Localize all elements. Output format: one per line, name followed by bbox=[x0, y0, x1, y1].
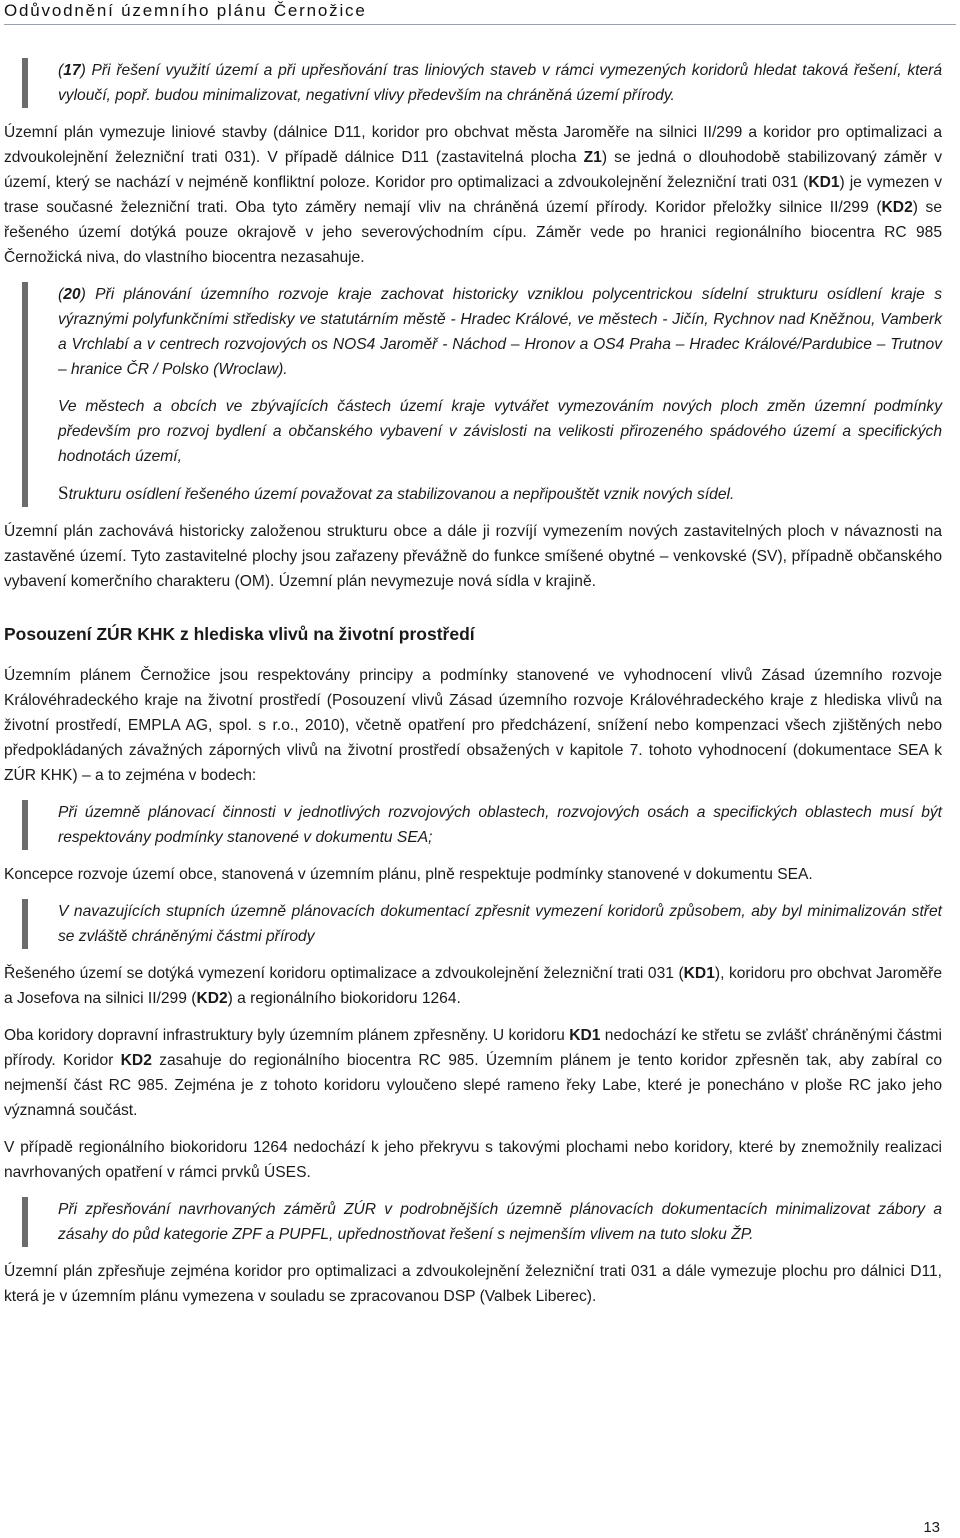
paragraph bbox=[4, 1259, 942, 1309]
paragraph bbox=[4, 1023, 942, 1123]
quote-paragraph bbox=[58, 481, 942, 507]
text-run: V navazujících stupních územně plánovacích dokumentací zpřesnit vymezení koridorů způsobem, aby byl minimalizován střet se zvláště chráněnými částmi přírody bbox=[58, 903, 942, 945]
quoted-requirement bbox=[22, 282, 942, 507]
text-run: Koncepce rozvoje území obce, stanovená v územním plánu, plně respektuje podmínky stanovené v dokumentu SEA. bbox=[4, 866, 813, 883]
paragraph bbox=[4, 519, 942, 594]
document-title: Odůvodnění územního plánu Černožice bbox=[4, 1, 367, 20]
quoted-requirement bbox=[22, 1197, 942, 1247]
document-body bbox=[4, 58, 942, 1321]
quoted-requirement bbox=[22, 58, 942, 108]
text-run: ) je vymezen v trase současné železniční trati. Oba tyto záměry nemají vliv na chráněná území přírody. Koridor přeložky silnice II/299 ( bbox=[4, 174, 942, 216]
text-run: trukturu osídlení řešeného území považovat za stabilizovanou a nepřipouštět vznik nových sídel. bbox=[68, 486, 735, 503]
text-run: nedochází ke střetu se zvlášť chráněnými částmi přírody. Koridor bbox=[4, 1027, 942, 1069]
text-run: Oba koridory dopravní infrastruktury byly územním plánem zpřesněny. U koridoru bbox=[4, 1027, 570, 1044]
text-run: ( bbox=[58, 286, 64, 303]
paragraph bbox=[4, 663, 942, 788]
text-run: ), koridoru pro obchvat Jaroměře a Josefova na silnici II/299 ( bbox=[4, 965, 942, 1007]
text-run: Územní plán zachovává historicky založenou strukturu obce a dále ji rozvíjí vymezením nových zastavitelných ploch v návaznosti na zastavěné území. Tyto zastavitelné plochy jsou zařazeny převážně do funkce smíšené obytné – venkovské (SV), případně občanského vybavení komerčního charakteru (OM). Územní plán nevymezuje nová sídla v krajině. bbox=[4, 523, 942, 590]
bold-text: KD1 bbox=[683, 965, 715, 982]
text-run: zasahuje do regionálního biocentra RC 985. Územním plánem je tento koridor zpřesněn tak, aby zabíral co nejmenší část RC 985. Zejména je z tohoto koridoru vyloučeno slepé rameno řeky Labe, které je ponecháno v ploše RC jako jeho významná součást. bbox=[4, 1052, 943, 1119]
text-run: ) se řešeného území dotýká pouze okrajově v jeho severovýchodním cípu. Záměr vede po hranici regionálního biocentra RC 985 Černožická niva, do vlastního biocentra nezasahuje. bbox=[4, 199, 942, 266]
text-run: ) se jedná o dlouhodobě stabilizovaný záměr v území, který se nachází v nejméně konfliktní poloze. Koridor pro optimalizaci a zdvoukolejnění železniční trati 031 ( bbox=[4, 149, 942, 191]
text-run: ) Při řešení využití území a při upřesňování tras liniových staveb v rámci vymezených koridorů hledat taková řešení, která vyloučí, popř. budou minimalizovat, negativní vlivy především na chráněná území přírody. bbox=[58, 62, 942, 104]
page-number: 13 bbox=[923, 1519, 940, 1536]
text-run: Při územně plánovací činnosti v jednotlivých rozvojových oblastech, rozvojových osách a specifických oblastech musí být respektovány podmínky stanovené v dokumentu SEA; bbox=[58, 804, 942, 846]
text-run: Ve městech a obcích ve zbývajících částech území kraje vytvářet vymezováním nových ploch změn územní podmínky především pro rozvoj bydlení a občanského vybavení v závislosti na velikosti přirozeného spádového území a specifických hodnotách území, bbox=[58, 398, 942, 465]
text-run: ) Při plánování územního rozvoje kraje zachovat historicky vzniklou polycentrickou sídelní strukturu osídlení kraje s výraznými polyfunkčními středisky ve statutárním městě - Hradec Králové, ve městech - Jičín, Rychnov nad Kněžnou, Vamberk a Vrchlabí a v centrech rozvojových os NOS4 Jaroměř - Náchod – Hronov a OS4 Praha – Hradec Králové/Pardubice – Trutnov – hranice ČR / Polsko (Wroclaw). bbox=[58, 286, 942, 378]
bold-text: KD1 bbox=[569, 1027, 601, 1044]
text-run: Řešeného území se dotýká vymezení koridoru optimalizace a zdvoukolejnění železniční trati 031 ( bbox=[4, 965, 684, 982]
bold-text: Z1 bbox=[583, 149, 602, 166]
paragraph bbox=[4, 120, 942, 270]
quoted-requirement bbox=[22, 899, 942, 949]
text-run: Územní plán vymezuje liniové stavby (dálnice D11, koridor pro obchvat města Jaroměře na silnici II/299 a koridor pro optimalizaci a zdvoukolejnění železniční trati 031). V případě dálnice D11 (zastavitelná plocha bbox=[4, 124, 942, 166]
paragraph bbox=[4, 1135, 942, 1185]
bold-text: KD2 bbox=[196, 990, 228, 1007]
quote-paragraph bbox=[58, 58, 942, 108]
paragraph bbox=[4, 862, 942, 887]
quote-paragraph bbox=[58, 282, 942, 382]
quoted-requirement bbox=[22, 800, 942, 850]
quote-paragraph bbox=[58, 800, 942, 850]
text-run: ( bbox=[58, 62, 64, 79]
text-run: Při zpřesňování navrhovaných záměrů ZÚR v podrobnějších územně plánovacích dokumentacích minimalizovat zábory a zásahy do půd kategorie ZPF a PUPFL, upřednostňovat řešení s nejmenším vlivem na tuto sloku ŽP. bbox=[58, 1201, 942, 1243]
quote-paragraph bbox=[58, 1197, 942, 1247]
quote-paragraph bbox=[58, 899, 942, 949]
quote-paragraph bbox=[58, 394, 942, 469]
bold-text: KD2 bbox=[881, 199, 913, 216]
text-run: S bbox=[58, 483, 69, 504]
text-run: ) a regionálního biokoridoru 1264. bbox=[227, 990, 461, 1007]
bold-text: 17 bbox=[63, 62, 81, 79]
text-run: Územním plánem Černožice jsou respektovány principy a podmínky stanovené ve vyhodnocení vlivů Zásad územního rozvoje Královéhradeckého kraje na životní prostředí (Posouzení vlivů Zásad územního rozvoje Královéhradeckého kraje z hlediska vlivů na životní prostředí, EMPLA AG, spol. s r.o., 2010), včetně opatření pro předcházení, snížení nebo kompenzaci všech zjištěných nebo předpokládaných závažných záporných vlivů na životní prostředí obsažených v kapitole 7. tohoto vyhodnocení (dokumentace SEA k ZÚR KHK) – a to zejména v bodech: bbox=[4, 667, 942, 784]
text-run: Územní plán zpřesňuje zejména koridor pro optimalizaci a zdvoukolejnění železniční trati 031 a dále vymezuje plochu pro dálnici D11, která je v územním plánu vymezena v souladu se zpracovanou DSP (Valbek Liberec). bbox=[4, 1263, 942, 1305]
section-heading: Posouzení ZÚR KHK z hlediska vlivů na životní prostředí bbox=[4, 624, 475, 644]
paragraph bbox=[4, 961, 942, 1011]
bold-text: KD1 bbox=[808, 174, 840, 191]
page-header bbox=[4, 0, 956, 25]
bold-text: KD2 bbox=[120, 1052, 152, 1069]
text-run: V případě regionálního biokoridoru 1264 nedochází k jeho překryvu s takovými plochami nebo koridory, které by znemožnily realizaci navrhovaných opatření v rámci prvků ÚSES. bbox=[4, 1139, 942, 1181]
bold-text: 20 bbox=[63, 286, 81, 303]
